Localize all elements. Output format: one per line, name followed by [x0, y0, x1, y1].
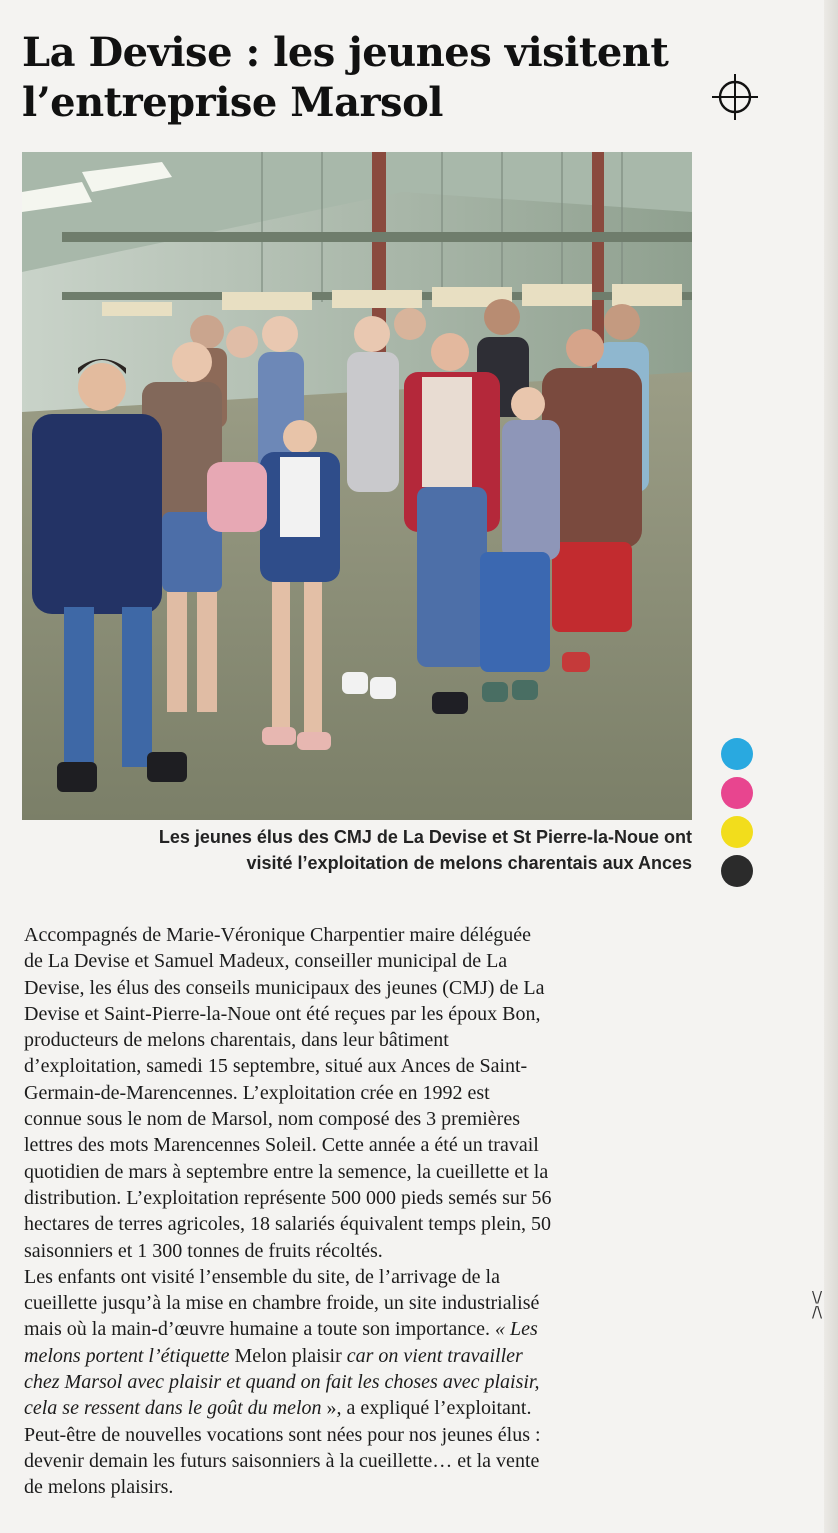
body-line: distribution. L’exploitation représente 500 000 pieds semés sur 56: [24, 1186, 552, 1209]
body-line: lettres des mots Marencennes Soleil. Cette année a été un travail: [24, 1134, 539, 1157]
black-dot: [721, 855, 753, 887]
body-line: quotidien de mars à septembre entre la semence, la cueillette et la: [24, 1160, 549, 1183]
body-line: hectares de terres agricoles, 18 salariés équivalent temps plein, 50: [24, 1213, 552, 1236]
product-name-segment: Melon plaisir: [229, 1344, 347, 1367]
headline: [22, 28, 669, 128]
group-photo: [22, 152, 692, 820]
quote-segment: cela se ressent dans le goût du melon: [24, 1397, 322, 1420]
body-line: Les enfants ont visité l’ensemble du site, de l’arrivage de la: [24, 1265, 500, 1288]
body-line: producteurs de melons charentais, dans leur bâtiment: [24, 1029, 449, 1052]
body-line: d’exploitation, samedi 15 septembre, situé aux Ances de Saint-: [24, 1055, 528, 1078]
quote-segment: « Les: [494, 1318, 538, 1341]
body-line: Accompagnés de Marie-Véronique Charpentier maire déléguée: [24, 924, 531, 946]
body-line: Devise, les élus des conseils municipaux des jeunes (CMJ) de La: [24, 976, 545, 999]
closing-line: de melons plaisirs.: [24, 1476, 174, 1499]
crop-mark-icon: [807, 1290, 827, 1320]
body-line: saisonniers et 1 300 tonnes de fruits récoltés.: [24, 1239, 383, 1262]
photo-caption: [22, 824, 692, 876]
quote-line: [24, 1343, 704, 1369]
body-line: de La Devise et Samuel Madeux, conseiller municipal de La: [24, 950, 508, 973]
body-line-with-quote-start: [24, 1316, 704, 1342]
crosshair-register-icon: [710, 72, 760, 122]
magenta-dot: [721, 777, 753, 809]
caption-line-2: visité l’exploitation de melons charentais aux Ances: [246, 853, 692, 873]
quote-segment: melons portent l’étiquette: [24, 1344, 230, 1367]
body-line: cueillette jusqu’à la mise en chambre froide, un site industrialisé: [24, 1292, 540, 1315]
headline-line-1: La Devise : les jeunes visitent: [22, 29, 669, 76]
attribution-segment: », a expliqué l’exploitant.: [321, 1397, 532, 1420]
crop-mark-top: \/: [811, 1288, 823, 1306]
quote-line: chez Marsol avec plaisir et quand on fait les choses avec plaisir,: [24, 1371, 540, 1394]
closing-line: Peut-être de nouvelles vocations sont nées pour nos jeunes élus :: [24, 1423, 541, 1446]
body-segment: mais où la main-d’œuvre humaine a toute son importance.: [24, 1318, 495, 1341]
print-color-bar: [721, 738, 755, 894]
body-line: Devise et Saint-Pierre-la-Noue ont été reçues par les époux Bon,: [24, 1002, 541, 1025]
article-body: [24, 922, 704, 1501]
quote-segment: car on vient travailler: [346, 1344, 523, 1367]
yellow-dot: [721, 816, 753, 848]
quote-line-end: [24, 1395, 704, 1421]
caption-line-1: Les jeunes élus des CMJ de La Devise et St Pierre-la-Noue ont: [158, 827, 692, 847]
body-line: Germain-de-Marencennes. L’exploitation crée en 1992 est: [24, 1081, 490, 1104]
closing-line: devenir demain les futurs saisonniers à la cueillette… et la vente: [24, 1449, 540, 1472]
group-photo-illustration: [22, 152, 692, 820]
body-line: connue sous le nom de Marsol, nom composé des 3 premières: [24, 1108, 521, 1131]
cyan-dot: [721, 738, 753, 770]
crop-mark-bottom: /\: [811, 1303, 823, 1321]
headline-line-2: l’entreprise Marsol: [22, 79, 443, 126]
